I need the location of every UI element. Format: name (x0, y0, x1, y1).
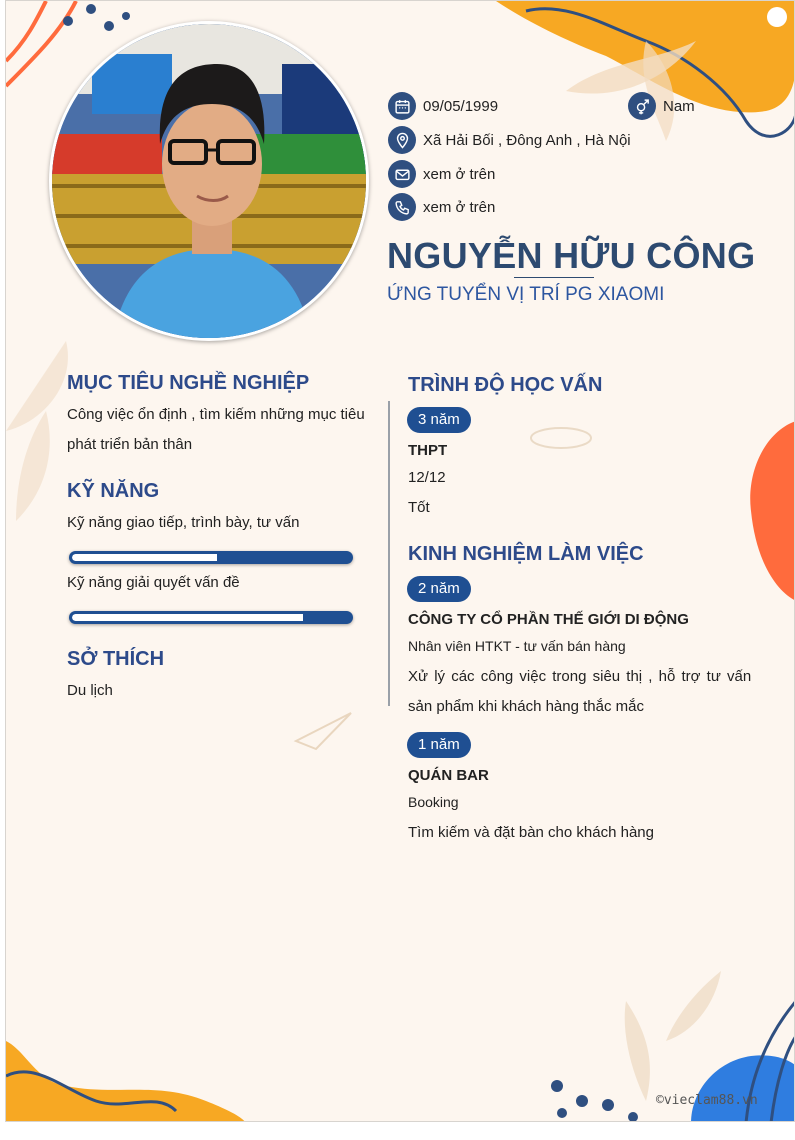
column-divider (388, 401, 390, 706)
skill-bar (69, 611, 353, 624)
name-underline (514, 277, 594, 278)
phone-icon (388, 193, 416, 221)
blue-blob-bottom-right (691, 1055, 795, 1122)
job-company: CÔNG TY CỔ PHẦN THẾ GIỚI DI ĐỘNG (408, 611, 689, 628)
candidate-name: NGUYỄN HỮU CÔNG (387, 235, 756, 276)
gender-row (628, 92, 695, 120)
job-role: Nhân viên HTKT - tư vấn bán hàng (408, 638, 626, 654)
leaf-shape (6, 341, 68, 431)
job-role: Booking (408, 794, 459, 810)
job-description-line-1: Tìm kiếm và đặt bàn cho khách hàng (408, 824, 654, 841)
orange-blob-bottom-left (6, 1041, 246, 1122)
job-company: QUÁN BAR (408, 767, 489, 784)
education-result: Tốt (408, 499, 430, 516)
navy-dot (122, 12, 130, 20)
skill-bar-track (72, 554, 350, 561)
objective-line-2: phát triển bản thân (67, 436, 193, 453)
address-row (388, 126, 631, 154)
job-description-line-2: sản phẩm khi khách hàng thắc mắc (408, 698, 644, 715)
leaf-shape (666, 971, 721, 1041)
navy-dot (576, 1095, 588, 1107)
skill-label: Kỹ năng giải quyết vấn đề (67, 574, 240, 591)
phone-value: xem ở trên (423, 198, 496, 216)
hobbies-title: SỞ THÍCH (67, 648, 165, 670)
navy-dot (551, 1080, 563, 1092)
gender-icon (628, 92, 656, 120)
navy-dot (557, 1108, 567, 1118)
white-dot (767, 7, 787, 27)
gender-value: Nam (663, 97, 695, 115)
education-grade: 12/12 (408, 469, 446, 486)
mail-icon (388, 160, 416, 188)
applied-position: ỨNG TUYỂN VỊ TRÍ PG XIAOMI (387, 284, 665, 305)
skills-title: KỸ NĂNG (67, 480, 160, 502)
experience-title: KINH NGHIỆM LÀM VIỆC (408, 543, 644, 565)
profile-photo-illustration (52, 24, 369, 341)
cv-page (5, 0, 795, 1122)
profile-photo (49, 21, 369, 341)
watermark: ©vieclam88.vn (656, 1093, 758, 1108)
calendar-icon (388, 92, 416, 120)
job-duration-badge: 1 năm (407, 732, 471, 758)
email-row (388, 160, 495, 188)
birthdate-row (388, 92, 498, 120)
navy-dot (628, 1112, 638, 1122)
email-value: xem ở trên (423, 165, 496, 183)
graduation-cap-shape (531, 428, 591, 448)
navy-dot (602, 1099, 614, 1111)
education-duration-badge: 3 năm (407, 407, 471, 433)
coral-blob-right (750, 421, 795, 601)
skill-bar-fill (72, 554, 217, 561)
job-duration-badge: 2 năm (407, 576, 471, 602)
location-pin-icon (388, 126, 416, 154)
birthdate-value: 09/05/1999 (423, 97, 499, 115)
objective-title: MỤC TIÊU NGHỀ NGHIỆP (67, 372, 310, 394)
phone-row (388, 193, 495, 221)
navy-dot (63, 16, 73, 26)
skill-bar-fill (72, 614, 303, 621)
objective-line-1: Công việc ổn định , tìm kiếm những mục tiêu (67, 406, 365, 423)
education-title: TRÌNH ĐỘ HỌC VẤN (408, 374, 603, 396)
skill-bar-track (72, 614, 350, 621)
job-description-line-1: Xử lý các công việc trong siêu thị , hỗ trợ tư vấn (408, 668, 752, 685)
paper-plane-shape (296, 713, 351, 749)
skill-label: Kỹ năng giao tiếp, trình bày, tư vấn (67, 514, 300, 531)
address-value: Xã Hải Bối , Đông Anh , Hà Nội (423, 131, 631, 149)
education-school: THPT (408, 442, 448, 459)
navy-dot (86, 4, 96, 14)
navy-dot (104, 21, 114, 31)
leaf-shape (625, 1001, 650, 1101)
hobbies-text: Du lịch (67, 682, 113, 699)
skill-bar (69, 551, 353, 564)
leaf-shape (16, 411, 50, 521)
